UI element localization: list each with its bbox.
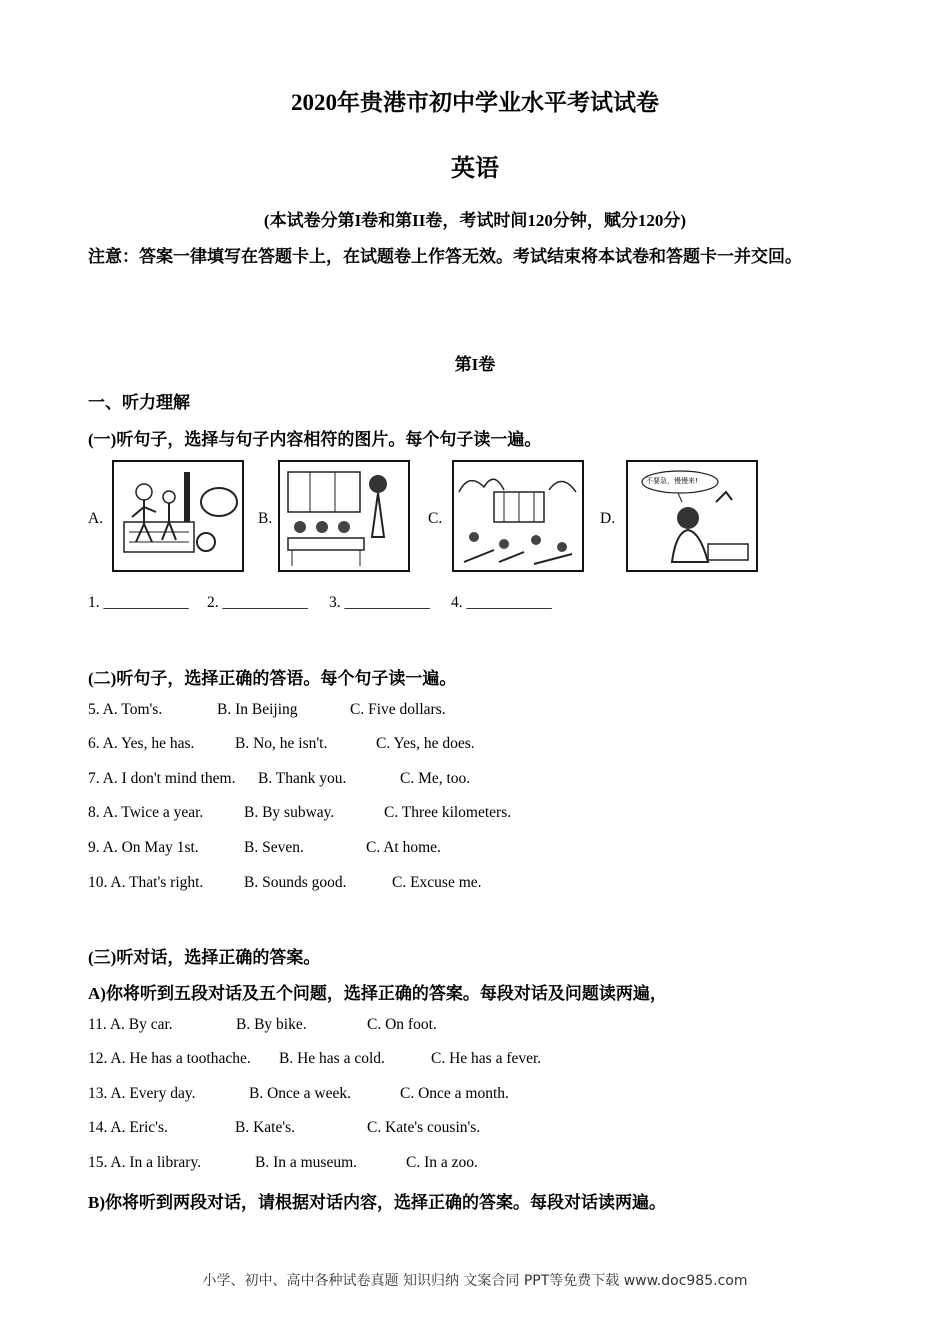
option-c: C. Excuse me. bbox=[392, 874, 482, 891]
question-10 bbox=[88, 874, 688, 894]
blank-3: 3. ___________ bbox=[329, 594, 430, 611]
volume-heading: 第I卷 bbox=[454, 355, 496, 374]
option-a: 7. A. I don't mind them. bbox=[88, 770, 236, 787]
option-c: C. Three kilometers. bbox=[384, 804, 512, 821]
option-a: 11. A. By car. bbox=[88, 1016, 173, 1033]
exam-subject: 英语 bbox=[451, 156, 499, 182]
option-b: B. No, he isn't. bbox=[235, 735, 328, 752]
picture-label-c: C. bbox=[428, 510, 443, 527]
question-6 bbox=[88, 735, 688, 755]
question-9 bbox=[88, 839, 688, 859]
question-15 bbox=[88, 1154, 688, 1174]
part3-heading: (三)听对话，选择正确的答案。 bbox=[88, 948, 321, 967]
option-c: C. Me, too. bbox=[400, 770, 471, 787]
option-c: C. He has a fever. bbox=[431, 1050, 542, 1067]
section-listening-title: 一、听力理解 bbox=[88, 393, 190, 412]
playground-picture bbox=[452, 460, 584, 572]
option-c: C. Once a month. bbox=[400, 1085, 509, 1102]
question-5 bbox=[88, 701, 688, 721]
exam-title: 2020年贵港市初中学业水平考试试卷 bbox=[291, 90, 659, 115]
page-footer: 小学、初中、高中各种试卷真题 知识归纳 文案合同 PPT等免费下载 www.doc985.com bbox=[202, 1273, 748, 1289]
option-c: C. Kate's cousin's. bbox=[367, 1119, 481, 1136]
question-12 bbox=[88, 1050, 688, 1070]
option-a: 10. A. That's right. bbox=[88, 874, 204, 891]
picture-label-a: A. bbox=[88, 510, 104, 527]
picture-label-d: D. bbox=[600, 510, 616, 527]
question-7 bbox=[88, 770, 688, 790]
study-desk-picture bbox=[626, 460, 758, 572]
option-a: 14. A. Eric's. bbox=[88, 1119, 168, 1136]
option-c: C. On foot. bbox=[367, 1016, 437, 1033]
option-a: 9. A. On May 1st. bbox=[88, 839, 199, 856]
option-b: B. In Beijing bbox=[217, 701, 298, 718]
question-14 bbox=[88, 1119, 688, 1139]
option-a: 12. A. He has a toothache. bbox=[88, 1050, 251, 1067]
option-a: 8. A. Twice a year. bbox=[88, 804, 204, 821]
option-b: B. Thank you. bbox=[258, 770, 347, 787]
blank-4: 4. ___________ bbox=[451, 594, 552, 611]
option-a: 6. A. Yes, he has. bbox=[88, 735, 195, 752]
blank-2: 2. ___________ bbox=[207, 594, 308, 611]
picture-options bbox=[88, 460, 788, 575]
part3-sub-b-heading: B)你将听到两段对话，请根据对话内容，选择正确的答案。每段对话读两遍。 bbox=[88, 1193, 666, 1212]
option-a: 13. A. Every day. bbox=[88, 1085, 196, 1102]
option-b: B. Once a week. bbox=[249, 1085, 351, 1102]
question-13 bbox=[88, 1085, 688, 1105]
exam-description: (本试卷分第I卷和第II卷，考试时间120分钟，赋分120分) bbox=[263, 211, 687, 230]
question-8 bbox=[88, 804, 688, 824]
picture-label-b: B. bbox=[258, 510, 273, 527]
option-b: B. Kate's. bbox=[235, 1119, 296, 1136]
option-c: C. In a zoo. bbox=[406, 1154, 478, 1171]
speech-bubble-text: 不要急，慢慢来! bbox=[646, 477, 698, 485]
option-b: B. He has a cold. bbox=[279, 1050, 385, 1067]
blank-1: 1. ___________ bbox=[88, 594, 189, 611]
part2-heading: (二)听句子，选择正确的答语。每个句子读一遍。 bbox=[88, 669, 457, 688]
street-crossing-picture bbox=[112, 460, 244, 572]
option-b: B. By bike. bbox=[236, 1016, 307, 1033]
option-c: C. Five dollars. bbox=[350, 701, 446, 718]
question-11 bbox=[88, 1016, 688, 1036]
part3-sub-a-heading: A)你将听到五段对话及五个问题，选择正确的答案。每段对话及问题读两遍， bbox=[88, 984, 667, 1003]
option-a: 5. A. Tom's. bbox=[88, 701, 163, 718]
option-a: 15. A. In a library. bbox=[88, 1154, 202, 1171]
classroom-picture bbox=[278, 460, 410, 572]
option-c: C. At home. bbox=[366, 839, 441, 856]
exam-notice: 注意：答案一律填写在答题卡上，在试题卷上作答无效。考试结束将本试卷和答题卡一并交回。 bbox=[88, 247, 802, 266]
option-b: B. In a museum. bbox=[255, 1154, 358, 1171]
option-c: C. Yes, he does. bbox=[376, 735, 475, 752]
option-b: B. Sounds good. bbox=[244, 874, 347, 891]
option-b: B. By subway. bbox=[244, 804, 335, 821]
part1-heading: (一)听句子，选择与句子内容相符的图片。每个句子读一遍。 bbox=[88, 430, 542, 449]
picture-answer-blanks bbox=[88, 594, 608, 614]
option-b: B. Seven. bbox=[244, 839, 304, 856]
